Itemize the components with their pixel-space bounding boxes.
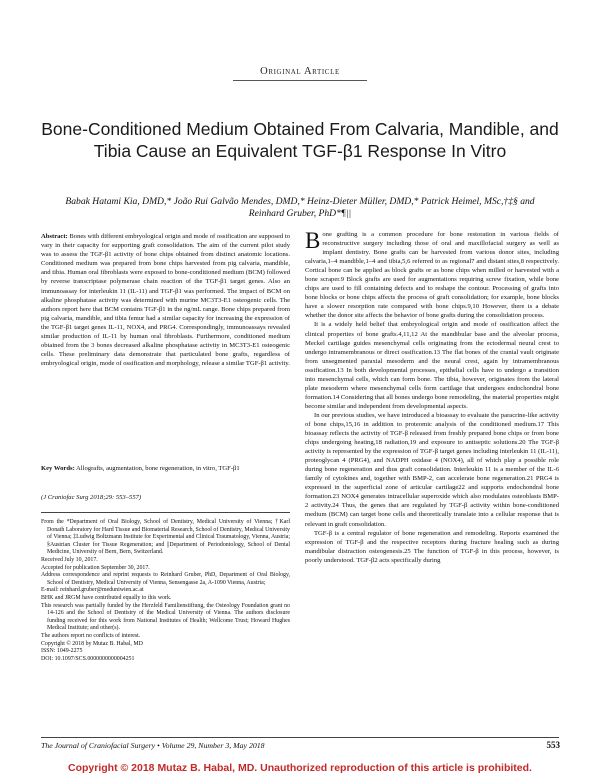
keywords-text: Allografts, augmentation, bone regeneration, in vitro, TGF-β1 — [74, 465, 240, 472]
footnote-doi: DOI: 10.1097/SCS.0000000000004251 — [41, 655, 135, 662]
body-paragraph: TGF-β is a central regulator of bone regeneration and remodeling. Reports examined the expression of TGF-β and the respective receptors during fracture healing such as during mandibular distraction osteogenesis.25 The function of TGF-β in this process, however, is poorly understood. TGF-β2 acts specifically during — [305, 529, 559, 564]
copyright-notice: Copyright © 2018 Mutaz B. Habal, MD. Unauthorized reproduction of this article is prohibited. — [68, 762, 532, 774]
abstract-text: Bones with different embryological origin and mode of ossification are supposed to vary in their capacity for supporting graft consolidation. The aim of the current pilot study was to assess the TGF-β1 activity of bone chips obtained from distinct anatomic locations. Conditioned medium was prepared from bone chips harvested from pig calvaria, mandible, and tibia. Human oral fibroblasts were exposed to bone-conditioned medium (BCM) followed by reverse transcriptase polymerase chain reaction of the TGF-β1 target genes. Also an immunoassay for interleukin 11 (IL-11) and TGF-β1 was performed. The impact of BCM on alkaline phosphatase activity was determined with murine MC3T3-E1 osteogenic cells. The authors report here that BCM contains TGF-β1 in the ng/mL range. Bone chips prepared from pig calvaria, mandible, and tibia femur had a similar capacity for increasing the expression of the TGF-β1 target genes IL-11, NOX4, and PRG4. Correspondingly, immunoassays revealed similar production of IL-11 by human oral fibroblasts. Furthermore, conditioned medium obtained from the 3 bones decreased alkaline phosphatase activity in MC3T3-E1 osteogenic cells. These preliminary data demonstrate that particulated bone grafts, regardless of embryological origin, mode of ossification and morphology, release a similar TGF-β1 activity. — [41, 233, 290, 368]
body-paragraph: It is a widely held belief that embryological origin and mode of ossification affect the clinical properties of bone grafts.4,11,12 At the mandibular base and the alveolar process, Meckel cartilage guides mesenchymal cells originating from the ectodermal neural crest to undergo intramembranous or direct ossification.13 The flat bones of the cranial vault originate from unsegmented paraxial mesoderm and the neural crest, again by intramembranous ossification.13 In both developmental processes, epithelial cells have to undergo a transition into mesenchymal cells, which can form bone. The tibia, however, originates from the lateral plate mesoderm where mesenchymal cells form cartilage that undergoes endochondral bone formation.14 Considering that all bones undergo bone remodeling, the material properties might become similar and independent from developmental aspects. — [305, 321, 559, 410]
body-paragraph-text: one grafting is a common procedure for bone restoration in various fields of reconstructive surgery including those of oral and maxillofacial surgery as well as implant dentistry. Bone grafts can be harvested from various donor sites, including calvaria,1–4 mandible,1–4 and tibia,5,6 referred to as regional7 and distant sites,8 respectively. Cortical bone can be applied as block grafts or as bone chips when milled or harvested with a bone scraper.9 Block grafts are used for augmentations requiring screw fixation, while bone chips are used to fill containing defects and to reshape the contour. Processing of grafts into bone blocks or bone chips affects the process of graft consolidation; for example, bone blocks have a slower resorption rate compared with bone chips.9,10 However, there is a debate whether the donor site affects the behavior of bone grafts during the consolidation process. — [305, 231, 559, 320]
footnote-received: Received July 10, 2017. — [41, 556, 98, 563]
footnotes — [41, 519, 290, 663]
footnote-funding: This research was partially funded by the Herzfeld Familienstiftung, the Osteology Foundation grant no 14-126 and the School of Dentistry of the Medical University of Vienna. The authors disclosure funding received for this work from National Institutes of Health; Wellcome Trust; Howard Hughes Medical Institute; and other(s). — [41, 602, 290, 632]
keywords-label: Key Words: — [41, 465, 75, 472]
article-title: Bone-Conditioned Medium Obtained From Calvaria, Mandible, and Tibia Cause an Equivalent TGF-β1 Response In Vitro — [41, 119, 559, 161]
body-text — [305, 230, 559, 565]
keywords — [41, 464, 290, 473]
abstract — [41, 232, 290, 368]
page-number: 553 — [546, 740, 560, 750]
footer-journal: The Journal of Craniofacial Surgery • Volume 29, Number 3, May 2018 — [41, 741, 265, 750]
citation: (J Craniofac Surg 2018;29: 553–557) — [41, 494, 142, 501]
footnote-accepted: Accepted for publication September 30, 2017. — [41, 564, 150, 571]
footnote-correspondence: Address correspondence and reprint requests to Reinhard Gruber, PhD, Department of Oral Biology, School of Dentistry, Medical University of Vienna, Sensengasse 2a, A-1090 Vienna, Austria; — [41, 572, 290, 586]
header-rule — [233, 80, 367, 81]
abstract-label: Abstract: — [41, 233, 68, 240]
footnote-divider — [41, 512, 290, 513]
footer-rule — [41, 737, 559, 738]
footnote-conflicts: The authors report no conflicts of interest. — [41, 632, 141, 639]
footnote-contribution: BHK and JRGM have contributed equally to this work. — [41, 594, 172, 601]
drop-cap: B — [305, 228, 321, 253]
section-label: Original Article — [260, 66, 340, 77]
body-paragraph: In our previous studies, we have introduced a bioassay to evaluate the paracrine-like activity of bone chips,15,16 in addition to proteomic analysis of the conditioned medium.17 This bioassay reflects the activity of TGF-β released from freshly prepared bone chips or from bone chips undergoing heating,18 radiation,19 and exposure to antiseptic solutions.20 The TGF-β activity is represented by the expression of TGF-β target genes including interleukin 11 (IL-11), proteoglycan 4 (PRG4), and NADPH oxidase 4 (NOX4), all of which play a possible role during bone regeneration and thus graft consolidation. Interleukin 11 is a member of the IL-6 family of cytokines and, together with BMP-2, can accelerate bone regeneration.21 PRG4 is expressed in the superficial zone of articular cartilage22 and supports endochondral bone formation.23 NOX4 generates intracellular superoxide which also modulates osteoblasts BMP-2 activity.24 Thus, the genes that are regulated by TGF-β activity within bone-conditioned medium (BCM) can target bone cells and theoretically translate into a cellular response that is relevant in graft consolidation. — [305, 411, 559, 528]
author-list: Babak Hatami Kia, DMD,* João Rui Galvão Mendes, DMD,* Heinz-Dieter Müller, DMD,* Patrick Heimel, MSc,†‡§ and Reinhard Gruber, PhD*¶|| — [65, 196, 535, 219]
footnote-email: E-mail: reinhard.gruber@meduniwien.ac.at — [41, 587, 144, 594]
body-paragraph — [305, 230, 559, 320]
footnote-affiliations: From the *Department of Oral Biology, School of Dentistry, Medical University of Vienna; †Karl Donath Laboratory for Hard Tissue and Biomaterial Research, School of Dentistry, Medical University of Vienna; ‡Ludwig Boltzmann Institute for Experimental and Clinical Traumatology, Vienna, Austria; §Austrian Cluster for Tissue Regeneration; and ||Department of Periodontology, School of Dental Medicine, University of Bern, Bern, Switzerland. — [41, 519, 290, 556]
footnote-issn: ISSN: 1049-2275 — [41, 648, 83, 655]
footnote-copyright: Copyright © 2018 by Mutaz B. Habal, MD — [41, 640, 143, 647]
